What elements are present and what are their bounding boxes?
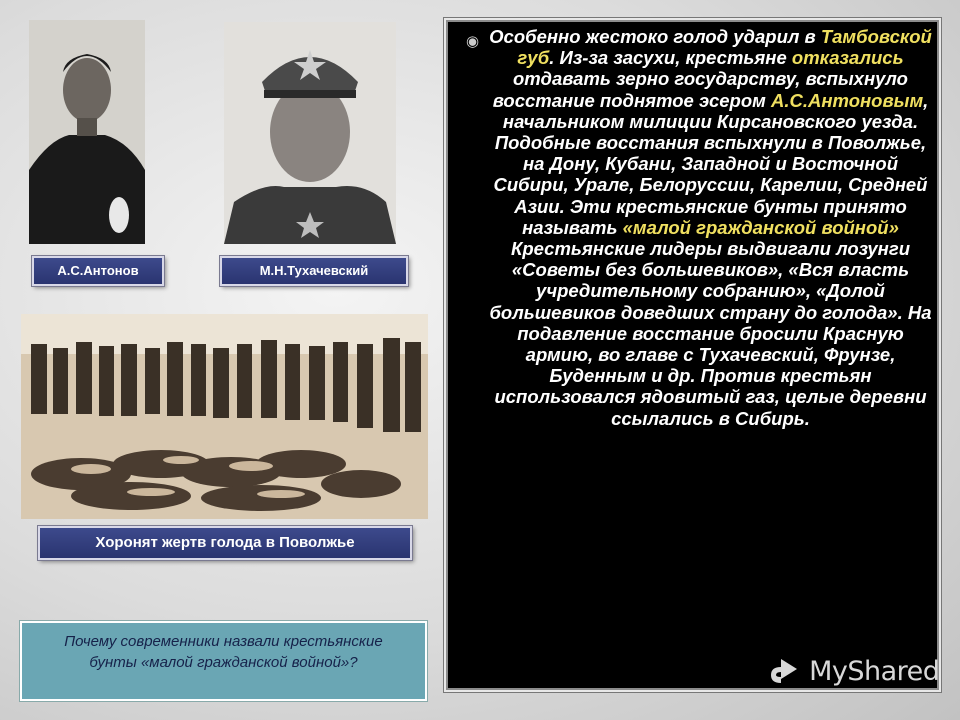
famine-photo-caption: Хоронят жертв голода в Поволжье (38, 526, 412, 560)
main-text: Особенно жестоко голод ударил в Тамбовской губ. Из-за засухи, крестьяне отказались отдавать зерно государству, вспыхнуло восстание поднятое эсером А.С.Антоновым, начальником милиции Кирсановского уезда. Подобные восстания вспыхнули в Поволжье, на Дону, Кубани, Западной и Восточной Сибири, Урале, Белоруссии, Карелии, Средней Азии. Эти крестьянские бунты принято называть «малой гражданской войной» Крестьянские лидеры выдвигали лозунги «Советы без большевиков», «Вся власть учредительному собранию», «Долой большевиков доведших страну до голода». На подавление восстание бросили Красную армию, во главе с Тухачевский, Фрунзе, Буденным и др. Против крестьян использовался ядовитый газ, целые деревни ссылались в Сибирь. (489, 26, 932, 429)
highlight-small-civil-war: «малой гражданской войной» (622, 216, 899, 238)
tukhachevsky-portrait (224, 22, 396, 244)
bullet-icon: ◉ (466, 33, 480, 50)
highlight-refused: отказались (791, 47, 904, 69)
watermark-text: MyShared (809, 656, 940, 687)
highlight-tambov: Тамбовской губ (517, 26, 932, 69)
question-box (20, 621, 427, 701)
antonov-caption: А.С.Антонов (32, 256, 164, 286)
famine-victims-photo (21, 314, 428, 519)
tukhachevsky-caption: М.Н.Тухачевский (220, 256, 408, 286)
myshared-logo-icon (767, 657, 801, 687)
antonov-portrait (29, 20, 145, 244)
main-text-box (446, 20, 939, 690)
myshared-watermark (767, 655, 957, 689)
question-text: Почему современники назвали крестьянские бунты «малой гражданской войной»? (64, 633, 383, 671)
highlight-antonov: А.С.Антоновым (770, 89, 924, 111)
